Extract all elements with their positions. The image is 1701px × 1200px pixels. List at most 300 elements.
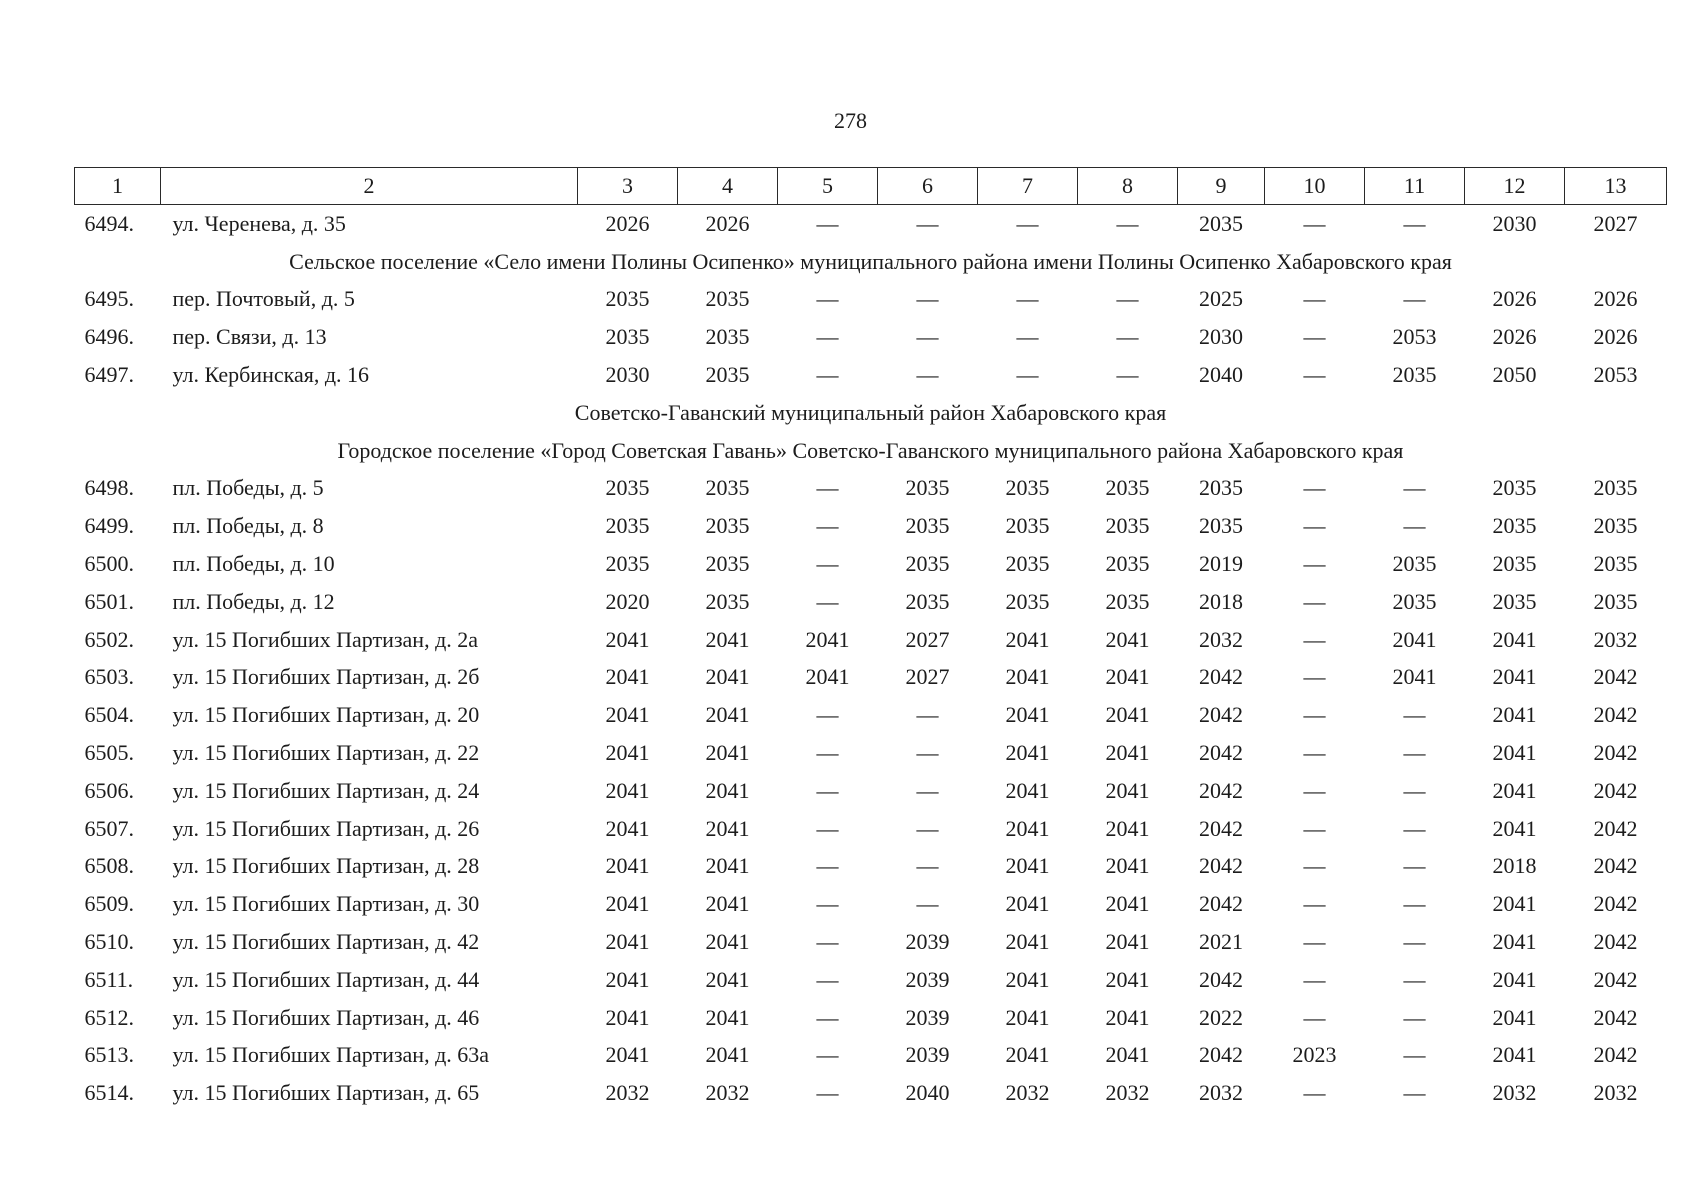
table-header [75, 168, 1667, 205]
column-header-2: 2 [161, 168, 578, 205]
year-cell-col-13: 2042 [1593, 966, 1638, 992]
year-cell-col-7: 2041 [1005, 853, 1050, 879]
table-row [75, 659, 1667, 697]
year-cell-col-13: 2035 [1593, 551, 1638, 577]
year-cell-col-12: 2041 [1492, 740, 1537, 766]
year-cell-col-4: 2041 [705, 929, 750, 955]
year-cell-col-7: — [1016, 324, 1039, 350]
year-cell-col-13: 2032 [1593, 1080, 1638, 1106]
year-cell-col-10: — [1303, 929, 1326, 955]
year-cell-col-6: — [916, 891, 939, 917]
year-cell-col-5: — [816, 891, 839, 917]
year-cell-col-5: — [816, 551, 839, 577]
column-header-5: 5 [778, 168, 878, 205]
year-cell-col-3: 2035 [605, 324, 650, 350]
section-heading-row [75, 432, 1667, 470]
year-cell-col-12: 2018 [1492, 853, 1537, 879]
table-row [75, 318, 1667, 356]
year-cell-col-9: 2040 [1199, 362, 1243, 388]
year-cell-col-12: 2035 [1492, 551, 1537, 577]
year-cell-col-4: 2041 [705, 891, 750, 917]
address-cell: ул. 15 Погибших Партизан, д. 26 [172, 815, 480, 841]
year-cell-col-9: 2042 [1199, 966, 1243, 992]
row-number: 6512. [84, 1004, 134, 1030]
year-cell-col-7: 2035 [1005, 475, 1050, 501]
year-cell-col-10: — [1303, 777, 1326, 803]
year-cell-col-6: 2039 [905, 1004, 950, 1030]
year-cell-col-4: 2035 [705, 324, 750, 350]
year-cell-col-4: 2041 [705, 1042, 750, 1068]
year-cell-col-9: 2021 [1199, 929, 1243, 955]
year-cell-col-11: — [1403, 1080, 1426, 1106]
year-cell-col-8: 2041 [1105, 664, 1150, 690]
address-cell: ул. 15 Погибших Партизан, д. 44 [172, 966, 480, 992]
row-number: 6496. [84, 324, 134, 350]
year-cell-col-13: 2042 [1593, 740, 1638, 766]
year-cell-col-8: — [1116, 362, 1139, 388]
year-cell-col-9: 2042 [1199, 740, 1243, 766]
column-header-8: 8 [1078, 168, 1178, 205]
year-cell-col-7: 2041 [1005, 664, 1050, 690]
year-cell-col-10: — [1303, 815, 1326, 841]
year-cell-col-13: 2042 [1593, 1042, 1638, 1068]
column-header-10: 10 [1265, 168, 1365, 205]
column-header-13: 13 [1565, 168, 1667, 205]
table-row [75, 356, 1667, 394]
table-row [75, 885, 1667, 923]
year-cell-col-11: — [1403, 1004, 1426, 1030]
year-cell-col-6: 2035 [905, 588, 950, 614]
year-cell-col-7: 2035 [1005, 588, 1050, 614]
year-cell-col-3: 2035 [605, 551, 650, 577]
year-cell-col-7: 2041 [1005, 891, 1050, 917]
address-cell: ул. Черенева, д. 35 [172, 210, 346, 236]
year-cell-col-9: 2042 [1199, 664, 1243, 690]
row-number: 6503. [84, 664, 134, 690]
address-cell: пл. Победы, д. 8 [172, 513, 324, 539]
table-row [75, 507, 1667, 545]
year-cell-col-7: 2041 [1005, 1042, 1050, 1068]
row-number: 6501. [84, 588, 134, 614]
year-cell-col-3: 2041 [605, 929, 650, 955]
year-cell-col-3: 2041 [605, 1004, 650, 1030]
row-number: 6500. [84, 551, 134, 577]
year-cell-col-13: 2035 [1593, 588, 1638, 614]
year-cell-col-11: — [1403, 286, 1426, 312]
year-cell-col-11: — [1403, 210, 1426, 236]
address-cell: ул. 15 Погибших Партизан, д. 46 [172, 1004, 480, 1030]
year-cell-col-7: 2041 [1005, 929, 1050, 955]
year-cell-col-6: — [916, 324, 939, 350]
year-cell-col-6: 2027 [905, 626, 950, 652]
year-cell-col-11: — [1403, 513, 1426, 539]
year-cell-col-3: 2032 [605, 1080, 650, 1106]
year-cell-col-10: — [1303, 853, 1326, 879]
year-cell-col-11: — [1403, 777, 1426, 803]
year-cell-col-4: 2041 [705, 853, 750, 879]
table-row [75, 1037, 1667, 1075]
year-cell-col-4: 2035 [705, 551, 750, 577]
address-cell: пл. Победы, д. 5 [172, 475, 324, 501]
year-cell-col-10: — [1303, 702, 1326, 728]
column-header-3: 3 [578, 168, 678, 205]
year-cell-col-3: 2041 [605, 777, 650, 803]
year-cell-col-13: 2026 [1593, 286, 1638, 312]
year-cell-col-6: — [916, 210, 939, 236]
row-number: 6502. [84, 626, 134, 652]
address-cell: ул. 15 Погибших Партизан, д. 22 [172, 740, 480, 766]
year-cell-col-12: 2041 [1492, 929, 1537, 955]
year-cell-col-10: — [1303, 362, 1326, 388]
year-cell-col-7: 2032 [1005, 1080, 1050, 1106]
year-cell-col-3: 2041 [605, 702, 650, 728]
year-cell-col-3: 2041 [605, 853, 650, 879]
year-cell-col-11: — [1403, 815, 1426, 841]
address-cell: ул. Кербинская, д. 16 [172, 362, 370, 388]
year-cell-col-6: 2039 [905, 929, 950, 955]
row-number: 6508. [84, 853, 134, 879]
table-row [75, 583, 1667, 621]
table-row [75, 470, 1667, 508]
year-cell-col-9: 2035 [1199, 475, 1243, 501]
year-cell-col-3: 2041 [605, 664, 650, 690]
year-cell-col-4: 2041 [705, 1004, 750, 1030]
year-cell-col-11: 2041 [1392, 626, 1437, 652]
year-cell-col-10: — [1303, 210, 1326, 236]
address-cell: пер. Почтовый, д. 5 [172, 286, 355, 312]
year-cell-col-12: 2041 [1492, 626, 1537, 652]
address-cell: ул. 15 Погибших Партизан, д. 28 [172, 853, 480, 879]
year-cell-col-10: — [1303, 513, 1326, 539]
year-cell-col-8: 2041 [1105, 702, 1150, 728]
year-cell-col-5: — [816, 513, 839, 539]
year-cell-col-5: — [816, 588, 839, 614]
schedule-table-container [74, 167, 1666, 1112]
column-header-4: 4 [678, 168, 778, 205]
year-cell-col-6: — [916, 362, 939, 388]
year-cell-col-5: — [816, 777, 839, 803]
year-cell-col-8: — [1116, 324, 1139, 350]
year-cell-col-4: 2041 [705, 966, 750, 992]
address-cell: ул. 15 Погибших Партизан, д. 24 [172, 777, 480, 803]
column-header-9: 9 [1178, 168, 1265, 205]
address-cell: ул. 15 Погибших Партизан, д. 30 [172, 891, 480, 917]
year-cell-col-6: 2035 [905, 551, 950, 577]
year-cell-col-3: 2035 [605, 286, 650, 312]
table-row [75, 1074, 1667, 1112]
year-cell-col-5: — [816, 362, 839, 388]
year-cell-col-5: — [816, 1004, 839, 1030]
year-cell-col-9: 2042 [1199, 702, 1243, 728]
address-cell: ул. 15 Погибших Партизан, д. 63а [172, 1042, 490, 1068]
year-cell-col-7: — [1016, 210, 1039, 236]
year-cell-col-13: 2026 [1593, 324, 1638, 350]
year-cell-col-7: — [1016, 362, 1039, 388]
year-cell-col-4: 2041 [705, 777, 750, 803]
year-cell-col-13: 2035 [1593, 513, 1638, 539]
year-cell-col-11: — [1403, 853, 1426, 879]
year-cell-col-11: 2035 [1392, 551, 1437, 577]
year-cell-col-7: 2041 [1005, 966, 1050, 992]
year-cell-col-9: 2042 [1199, 891, 1243, 917]
table-row [75, 696, 1667, 734]
year-cell-col-9: 2042 [1199, 777, 1243, 803]
column-header-6: 6 [878, 168, 978, 205]
year-cell-col-10: — [1303, 1080, 1326, 1106]
year-cell-col-11: — [1403, 1042, 1426, 1068]
year-cell-col-8: 2035 [1105, 475, 1150, 501]
year-cell-col-13: 2032 [1593, 626, 1638, 652]
year-cell-col-3: 2041 [605, 740, 650, 766]
year-cell-col-6: — [916, 740, 939, 766]
year-cell-col-10: — [1303, 475, 1326, 501]
year-cell-col-9: 2035 [1199, 210, 1243, 236]
year-cell-col-8: 2041 [1105, 815, 1150, 841]
year-cell-col-3: 2026 [605, 210, 650, 236]
year-cell-col-8: 2035 [1105, 551, 1150, 577]
year-cell-col-4: 2026 [705, 210, 750, 236]
year-cell-col-8: 2035 [1105, 513, 1150, 539]
table-row [75, 961, 1667, 999]
year-cell-col-12: 2041 [1492, 1042, 1537, 1068]
row-number: 6506. [84, 777, 134, 803]
year-cell-col-7: 2035 [1005, 551, 1050, 577]
year-cell-col-12: 2035 [1492, 588, 1537, 614]
year-cell-col-5: 2041 [805, 664, 850, 690]
row-number: 6514. [84, 1080, 134, 1106]
year-cell-col-11: — [1403, 929, 1426, 955]
table-row [75, 923, 1667, 961]
row-number: 6495. [84, 286, 134, 312]
row-number: 6511. [84, 966, 134, 992]
schedule-table [74, 167, 1667, 1112]
address-cell: ул. 15 Погибших Партизан, д. 2б [172, 664, 480, 690]
year-cell-col-9: 2032 [1199, 1080, 1243, 1106]
table-row [75, 545, 1667, 583]
year-cell-col-9: 2030 [1199, 324, 1243, 350]
year-cell-col-5: — [816, 853, 839, 879]
year-cell-col-8: 2041 [1105, 626, 1150, 652]
section-heading: Советско-Гаванский муниципальный район Хабаровского края [574, 399, 1167, 425]
year-cell-col-10: — [1303, 891, 1326, 917]
year-cell-col-9: 2042 [1199, 853, 1243, 879]
year-cell-col-12: 2050 [1492, 362, 1537, 388]
year-cell-col-6: — [916, 853, 939, 879]
section-heading-row [75, 394, 1667, 432]
year-cell-col-11: — [1403, 740, 1426, 766]
address-cell: пл. Победы, д. 12 [172, 588, 335, 614]
year-cell-col-12: 2041 [1492, 891, 1537, 917]
year-cell-col-3: 2035 [605, 475, 650, 501]
year-cell-col-4: 2035 [705, 513, 750, 539]
year-cell-col-7: 2041 [1005, 777, 1050, 803]
year-cell-col-5: — [816, 815, 839, 841]
year-cell-col-3: 2041 [605, 1042, 650, 1068]
year-cell-col-11: 2035 [1392, 588, 1437, 614]
year-cell-col-9: 2042 [1199, 815, 1243, 841]
year-cell-col-8: 2041 [1105, 853, 1150, 879]
year-cell-col-7: 2041 [1005, 702, 1050, 728]
row-number: 6513. [84, 1042, 134, 1068]
year-cell-col-10: 2023 [1292, 1042, 1337, 1068]
row-number: 6494. [84, 210, 134, 236]
year-cell-col-13: 2042 [1593, 702, 1638, 728]
year-cell-col-5: — [816, 1080, 839, 1106]
header-row [75, 168, 1667, 205]
year-cell-col-13: 2042 [1593, 929, 1638, 955]
address-cell: ул. 15 Погибших Партизан, д. 20 [172, 702, 480, 728]
year-cell-col-8: 2041 [1105, 929, 1150, 955]
row-number: 6504. [84, 702, 134, 728]
year-cell-col-10: — [1303, 286, 1326, 312]
year-cell-col-4: 2035 [705, 286, 750, 312]
year-cell-col-5: — [816, 702, 839, 728]
row-number: 6510. [84, 929, 134, 955]
year-cell-col-12: 2035 [1492, 475, 1537, 501]
year-cell-col-13: 2042 [1593, 1004, 1638, 1030]
section-heading: Городское поселение «Город Советская Гавань» Советско-Гаванского муниципального района Хабаровского края [337, 437, 1404, 463]
year-cell-col-10: — [1303, 966, 1326, 992]
table-row [75, 281, 1667, 319]
year-cell-col-10: — [1303, 588, 1326, 614]
year-cell-col-11: 2041 [1392, 664, 1437, 690]
year-cell-col-12: 2032 [1492, 1080, 1537, 1106]
year-cell-col-6: 2039 [905, 966, 950, 992]
column-header-11: 11 [1365, 168, 1465, 205]
year-cell-col-12: 2035 [1492, 513, 1537, 539]
year-cell-col-12: 2041 [1492, 966, 1537, 992]
year-cell-col-3: 2041 [605, 966, 650, 992]
row-number: 6498. [84, 475, 134, 501]
year-cell-col-8: 2035 [1105, 588, 1150, 614]
year-cell-col-7: 2041 [1005, 740, 1050, 766]
year-cell-col-10: — [1303, 740, 1326, 766]
row-number: 6509. [84, 891, 134, 917]
year-cell-col-13: 2042 [1593, 853, 1638, 879]
year-cell-col-4: 2041 [705, 702, 750, 728]
year-cell-col-12: 2026 [1492, 286, 1537, 312]
row-number: 6507. [84, 815, 134, 841]
year-cell-col-4: 2035 [705, 362, 750, 388]
row-number: 6499. [84, 513, 134, 539]
year-cell-col-4: 2041 [705, 740, 750, 766]
year-cell-col-5: — [816, 286, 839, 312]
year-cell-col-5: — [816, 475, 839, 501]
table-row [75, 848, 1667, 886]
row-number: 6497. [84, 362, 134, 388]
year-cell-col-8: — [1116, 286, 1139, 312]
year-cell-col-12: 2041 [1492, 777, 1537, 803]
year-cell-col-8: — [1116, 210, 1139, 236]
year-cell-col-12: 2041 [1492, 1004, 1537, 1030]
year-cell-col-5: — [816, 210, 839, 236]
year-cell-col-8: 2041 [1105, 1042, 1150, 1068]
address-cell: ул. 15 Погибших Партизан, д. 2а [172, 626, 479, 652]
year-cell-col-6: — [916, 777, 939, 803]
row-number: 6505. [84, 740, 134, 766]
year-cell-col-11: — [1403, 891, 1426, 917]
year-cell-col-5: — [816, 929, 839, 955]
year-cell-col-9: 2035 [1199, 513, 1243, 539]
year-cell-col-11: — [1403, 475, 1426, 501]
year-cell-col-9: 2032 [1199, 626, 1243, 652]
year-cell-col-5: — [816, 740, 839, 766]
year-cell-col-3: 2030 [605, 362, 650, 388]
year-cell-col-4: 2041 [705, 815, 750, 841]
year-cell-col-10: — [1303, 324, 1326, 350]
year-cell-col-5: — [816, 324, 839, 350]
year-cell-col-11: 2053 [1392, 324, 1437, 350]
year-cell-col-10: — [1303, 626, 1326, 652]
year-cell-col-6: 2039 [905, 1042, 950, 1068]
year-cell-col-6: — [916, 702, 939, 728]
year-cell-col-12: 2026 [1492, 324, 1537, 350]
column-header-12: 12 [1465, 168, 1565, 205]
table-row [75, 772, 1667, 810]
table-row [75, 999, 1667, 1037]
year-cell-col-12: 2041 [1492, 702, 1537, 728]
table-row [75, 810, 1667, 848]
year-cell-col-4: 2041 [705, 664, 750, 690]
section-heading: Сельское поселение «Село имени Полины Осипенко» муниципального района имени Полины Осипенко Хабаровского края [289, 248, 1452, 274]
year-cell-col-4: 2041 [705, 626, 750, 652]
year-cell-col-8: 2032 [1105, 1080, 1150, 1106]
section-heading-row [75, 243, 1667, 281]
year-cell-col-3: 2041 [605, 626, 650, 652]
column-header-7: 7 [978, 168, 1078, 205]
table-row [75, 205, 1667, 243]
year-cell-col-7: 2041 [1005, 1004, 1050, 1030]
year-cell-col-12: 2030 [1492, 210, 1537, 236]
table-row [75, 621, 1667, 659]
address-cell: пл. Победы, д. 10 [172, 551, 335, 577]
year-cell-col-8: 2041 [1105, 740, 1150, 766]
year-cell-col-9: 2025 [1199, 286, 1243, 312]
year-cell-col-8: 2041 [1105, 891, 1150, 917]
year-cell-col-11: — [1403, 966, 1426, 992]
year-cell-col-12: 2041 [1492, 664, 1537, 690]
year-cell-col-7: 2041 [1005, 815, 1050, 841]
year-cell-col-13: 2042 [1593, 891, 1638, 917]
year-cell-col-11: — [1403, 702, 1426, 728]
year-cell-col-6: — [916, 815, 939, 841]
table-row [75, 734, 1667, 772]
year-cell-col-13: 2042 [1593, 815, 1638, 841]
year-cell-col-11: 2035 [1392, 362, 1437, 388]
year-cell-col-7: — [1016, 286, 1039, 312]
year-cell-col-3: 2035 [605, 513, 650, 539]
year-cell-col-10: — [1303, 551, 1326, 577]
column-header-1: 1 [75, 168, 161, 205]
year-cell-col-4: 2035 [705, 588, 750, 614]
year-cell-col-6: — [916, 286, 939, 312]
year-cell-col-10: — [1303, 1004, 1326, 1030]
year-cell-col-8: 2041 [1105, 966, 1150, 992]
year-cell-col-10: — [1303, 664, 1326, 690]
year-cell-col-6: 2027 [905, 664, 950, 690]
year-cell-col-3: 2041 [605, 891, 650, 917]
year-cell-col-13: 2042 [1593, 777, 1638, 803]
year-cell-col-5: — [816, 966, 839, 992]
year-cell-col-13: 2053 [1593, 362, 1638, 388]
year-cell-col-9: 2019 [1199, 551, 1243, 577]
year-cell-col-6: 2035 [905, 513, 950, 539]
year-cell-col-13: 2035 [1593, 475, 1638, 501]
year-cell-col-8: 2041 [1105, 777, 1150, 803]
year-cell-col-9: 2018 [1199, 588, 1243, 614]
year-cell-col-4: 2035 [705, 475, 750, 501]
table-body [75, 205, 1667, 1113]
